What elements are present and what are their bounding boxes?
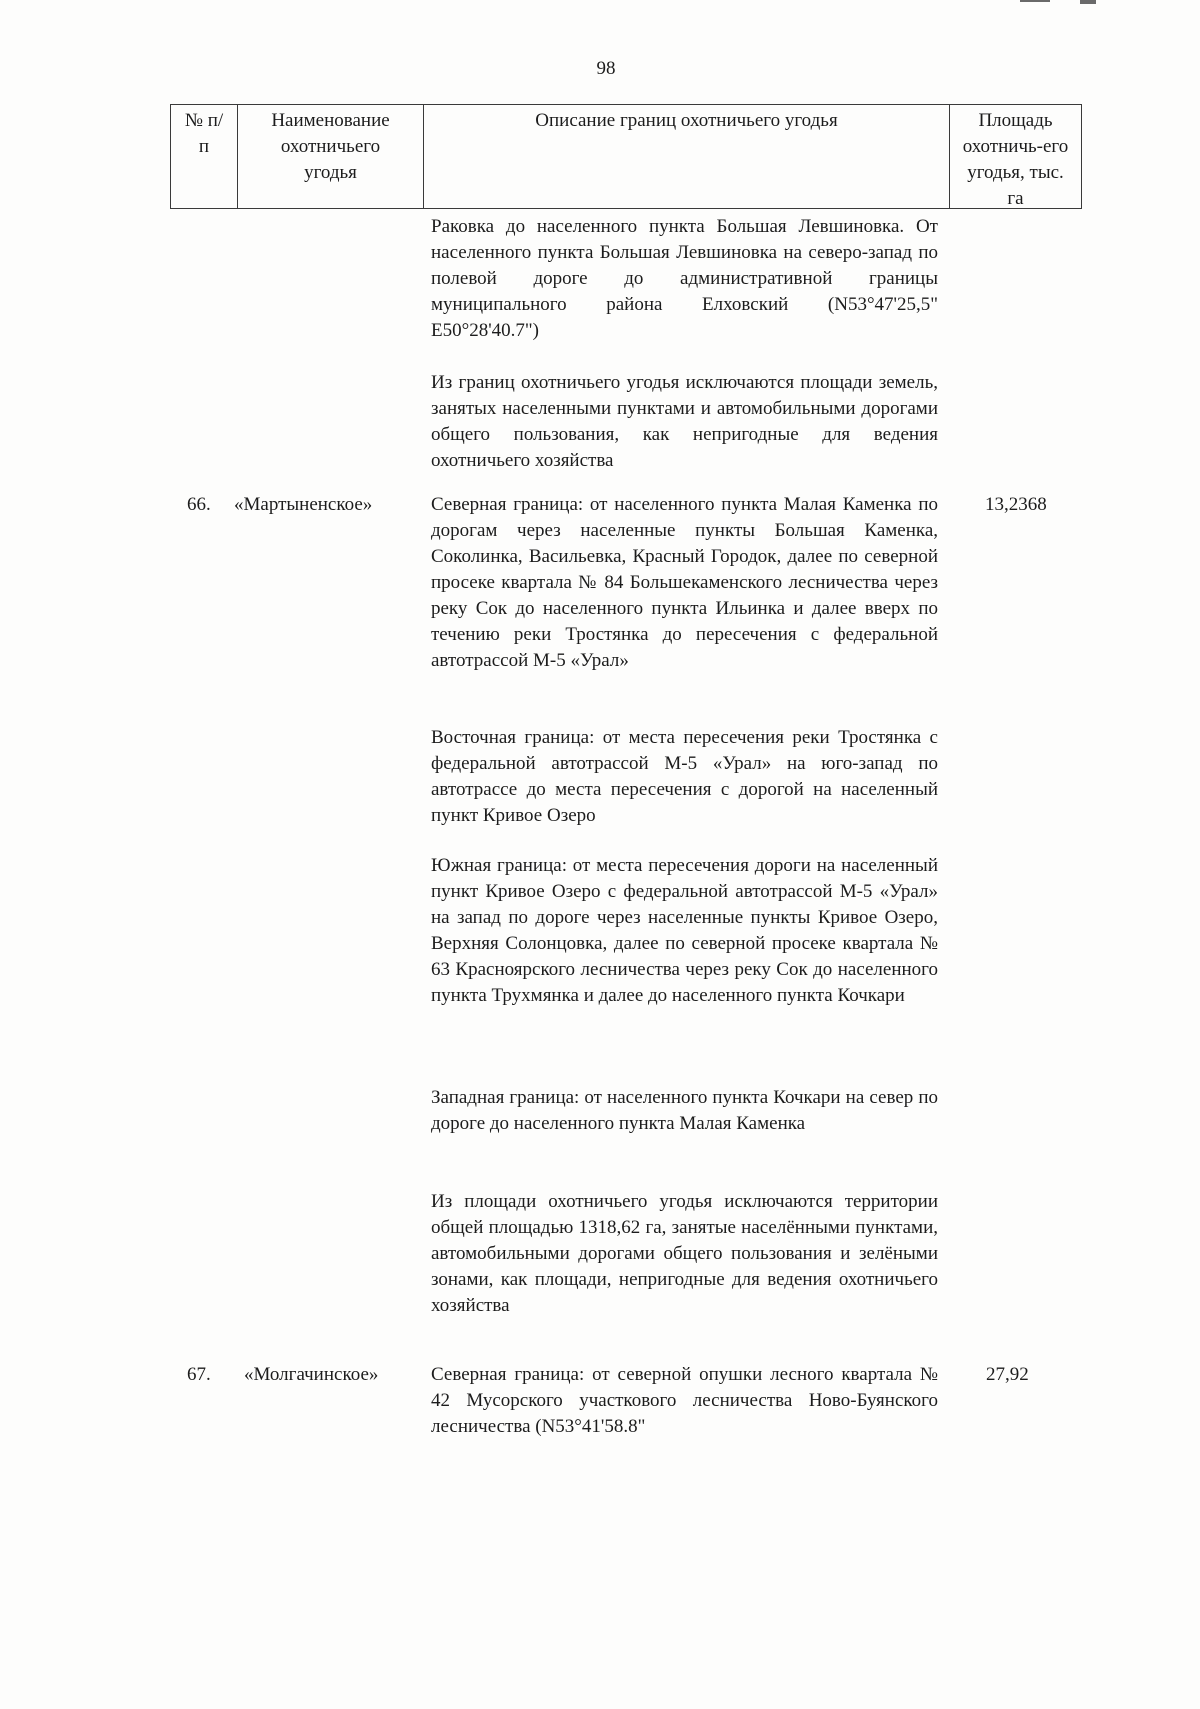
west-boundary-paragraph: Западная граница: от населенного пункта Кочкари на север по дороге до населенного пункта Малая Каменка xyxy=(431,1087,938,1134)
scan-artifact xyxy=(1080,0,1096,4)
header-cell-area: Площадь охотничь-его угодья, тыс. га xyxy=(949,105,1081,208)
row-area: 13,2368 xyxy=(985,494,1047,515)
row-name: «Молгачинское» xyxy=(244,1364,379,1385)
continuation-paragraph: Раковка до населенного пункта Большая Левшиновка. От населенного пункта Большая Левшиновка на северо-запад по полевой дороге до административной границы муниципального района Елховский (N53°47'25,5" Е50°28'40.7") xyxy=(431,216,938,341)
page-number: 98 xyxy=(596,58,616,79)
north-boundary-paragraph: Северная граница: от населенного пункта Малая Каменка по дорогам через населенные пункты Большая Каменка, Соколинка, Васильевка, Красный Городок, далее по северной просеке квартала № 84 Большекаменского лесничества через реку Сок до населенного пункта Ильинка и далее вверх по течению реки Тростянка до пересечения с федеральной автотрассой М-5 «Урал» xyxy=(431,494,938,671)
exclusion-paragraph: Из площади охотничьего угодья исключаются территории общей площадью 1318,62 га, занятые населёнными пунктами, автомобильными дорогами общего пользования и зелёными зонами, как площади, непригодные для ведения охотничьего хозяйства xyxy=(431,1191,938,1316)
table-header xyxy=(170,104,1082,209)
scan-artifact xyxy=(1020,0,1050,2)
row-name: «Мартыненское» xyxy=(234,494,373,515)
north-boundary-paragraph: Северная граница: от северной опушки лесного квартала № 42 Мусорского участкового лесничества Ново-Буянского лесничества (N53°41'58.8" xyxy=(431,1364,938,1437)
row-area: 27,92 xyxy=(986,1364,1029,1385)
row-number: 66. xyxy=(187,494,211,515)
header-cell-name: Наименование охотничьего угодья xyxy=(237,105,423,208)
east-boundary-paragraph: Восточная граница: от места пересечения реки Тростянка с федеральной автотрассой М-5 «Урал» на юго-запад по автотрассе до места пересечения с дорогой на населенный пункт Кривое Озеро xyxy=(431,727,938,826)
header-cell-description: Описание границ охотничьего угодья xyxy=(423,105,949,208)
row-number: 67. xyxy=(187,1364,211,1385)
header-cell-number: № п/п xyxy=(184,110,224,157)
south-boundary-paragraph: Южная граница: от места пересечения дороги на населенный пункт Кривое Озеро с федеральной автотрассой М-5 «Урал» на запад по дороге через населенные пункты Кривое Озеро, Верхняя Солонцовка, далее по северной просеке квартала № 63 Красноярского лесничества через реку Сок до населенного пункта Трухмянка и далее до населенного пункта Кочкари xyxy=(431,855,938,1006)
exclusion-paragraph: Из границ охотничьего угодья исключаются площади земель, занятых населенными пунктами и автомобильными дорогами общего пользования, как непригодные для ведения охотничьего хозяйства xyxy=(431,372,938,471)
